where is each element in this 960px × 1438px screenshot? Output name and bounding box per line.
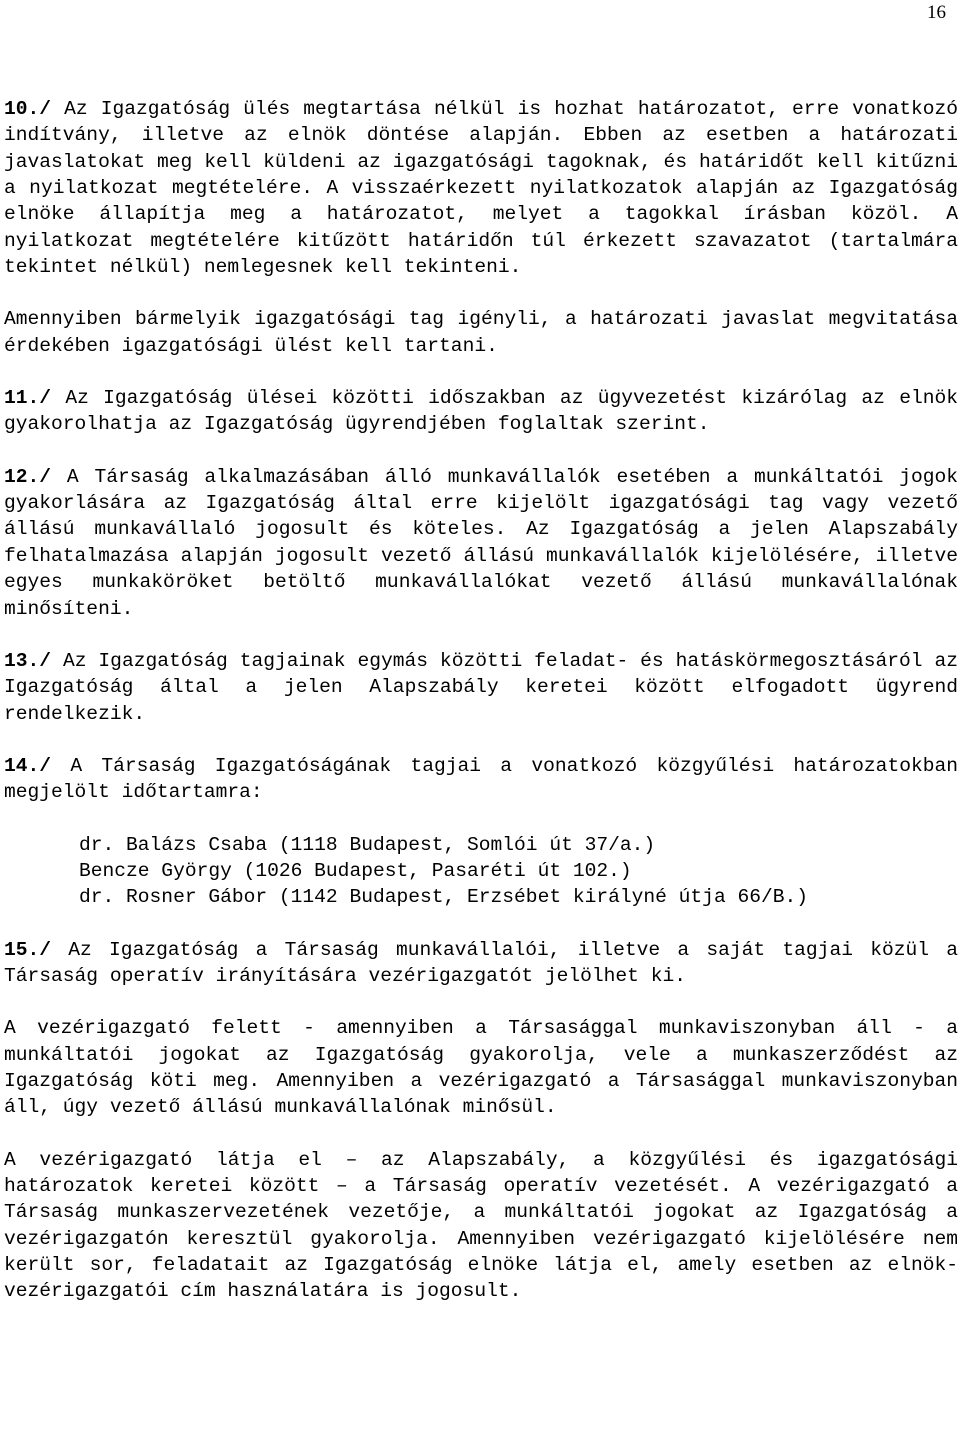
page-number: 16: [927, 2, 946, 23]
section-13-number: 13./: [4, 649, 52, 672]
section-14: [4, 753, 958, 806]
section-11: [4, 385, 958, 438]
section-13-text: Az Igazgatóság tagjainak egymás közötti feladat- és hatáskörmegosztásáról az Igazgatóság által a jelen Alapszabály keretei között elfogadott ügyrend rendelkezik.: [4, 649, 958, 725]
section-12-text: A Társaság alkalmazásában álló munkavállalók esetében a munkáltatói jogok gyakorlására az Igazgatóság által erre kijelölt igazgatósági tag vagy vezető állású munkavállaló jogosult és köteles. Az Igazgatóság a jelen Alapszabály felhatalmazása alapján jogosult vezető állású munkavállalók kijelölésére, illetve egyes munkaköröket betöltő munkavállalókat vezető állású munkavállalónak minősíteni.: [4, 465, 958, 620]
section-13: [4, 648, 958, 727]
section-15-text: Az Igazgatóság a Társaság munkavállalói, illetve a saját tagjai közül a Társaság operatív irányítására vezérigazgatót jelölhet ki.: [4, 938, 958, 987]
section-10-followup: Amennyiben bármelyik igazgatósági tag igényli, a határozati javaslat megvitatása érdekében igazgatósági ülést kell tartani.: [4, 308, 958, 357]
section-15-para-2: A vezérigazgató felett - amennyiben a Társasággal munkaviszonyban áll - a munkáltatói jogokat az Igazgatóság gyakorolja, vele a munkaszerződést az Igazgatóság köti meg. Amennyiben a vezérigazgató a Társasággal munkaviszonyban áll, úgy vezető állású munkavállalónak minősül.: [4, 1017, 958, 1119]
section-14-number: 14./: [4, 754, 52, 777]
section-15: [4, 937, 958, 990]
section-11-text: Az Igazgatóság ülései közötti időszakban az ügyvezetést kizárólag az elnök gyakorolhatja az Igazgatóság ügyrendjében foglaltak szerint.: [4, 387, 958, 436]
board-member: Bencze György (1026 Budapest, Pasaréti út 102.): [79, 859, 632, 882]
section-11-number: 11./: [4, 387, 52, 410]
section-14-text: A Társaság Igazgatóságának tagjai a vonatkozó közgyűlési határozatokban megjelölt időtartamra:: [4, 754, 958, 804]
board-member: dr. Rosner Gábor (1142 Budapest, Erzsébet királyné útja 66/B.): [79, 886, 809, 909]
document-body: [4, 96, 958, 1331]
section-10: [4, 96, 958, 280]
section-12: [4, 464, 958, 622]
section-10-number: 10./: [4, 98, 52, 120]
section-12-number: 12./: [4, 465, 52, 488]
section-15-number: 15./: [4, 938, 52, 961]
section-10-text: Az Igazgatóság ülés megtartása nélkül is hozhat határozatot, erre vonatkozó indítvány, illetve az elnök döntése alapján. Ebben az esetben a határozati javaslatokat meg kell küldeni az igazgatósági tagoknak, és határidőt kell kitűzni a nyilatkozat megtételére. A visszaérkezett nyilatkozatok alapján az Igazgatóság elnöke állapítja meg a határozatot, melyet a tagokkal írásban közöl. A nyilatkozat megtételére kitűzött határidőn túl érkezett szavazatot (tartalmára tekintet nélkül) nemlegesnek kell tekinteni.: [4, 98, 958, 279]
section-15-para-3: A vezérigazgató látja el – az Alapszabály, a közgyűlési és igazgatósági határozatok keretei között – a Társaság operatív vezetését. A vezérigazgató a Társaság munkaszervezetének vezetője, a munkáltatói jogokat az Igazgatóság a vezérigazgatón keresztül gyakorolja. Amennyiben vezérigazgató kijelölésére nem került sor, feladatait az Igazgatóság elnöke látja el, amely esetben az elnök-vezérigazgatói cím használatára is jogosult.: [4, 1148, 958, 1303]
board-member-list: [4, 832, 958, 911]
board-member: dr. Balázs Csaba (1118 Budapest, Somlói út 37/a.): [79, 833, 656, 856]
